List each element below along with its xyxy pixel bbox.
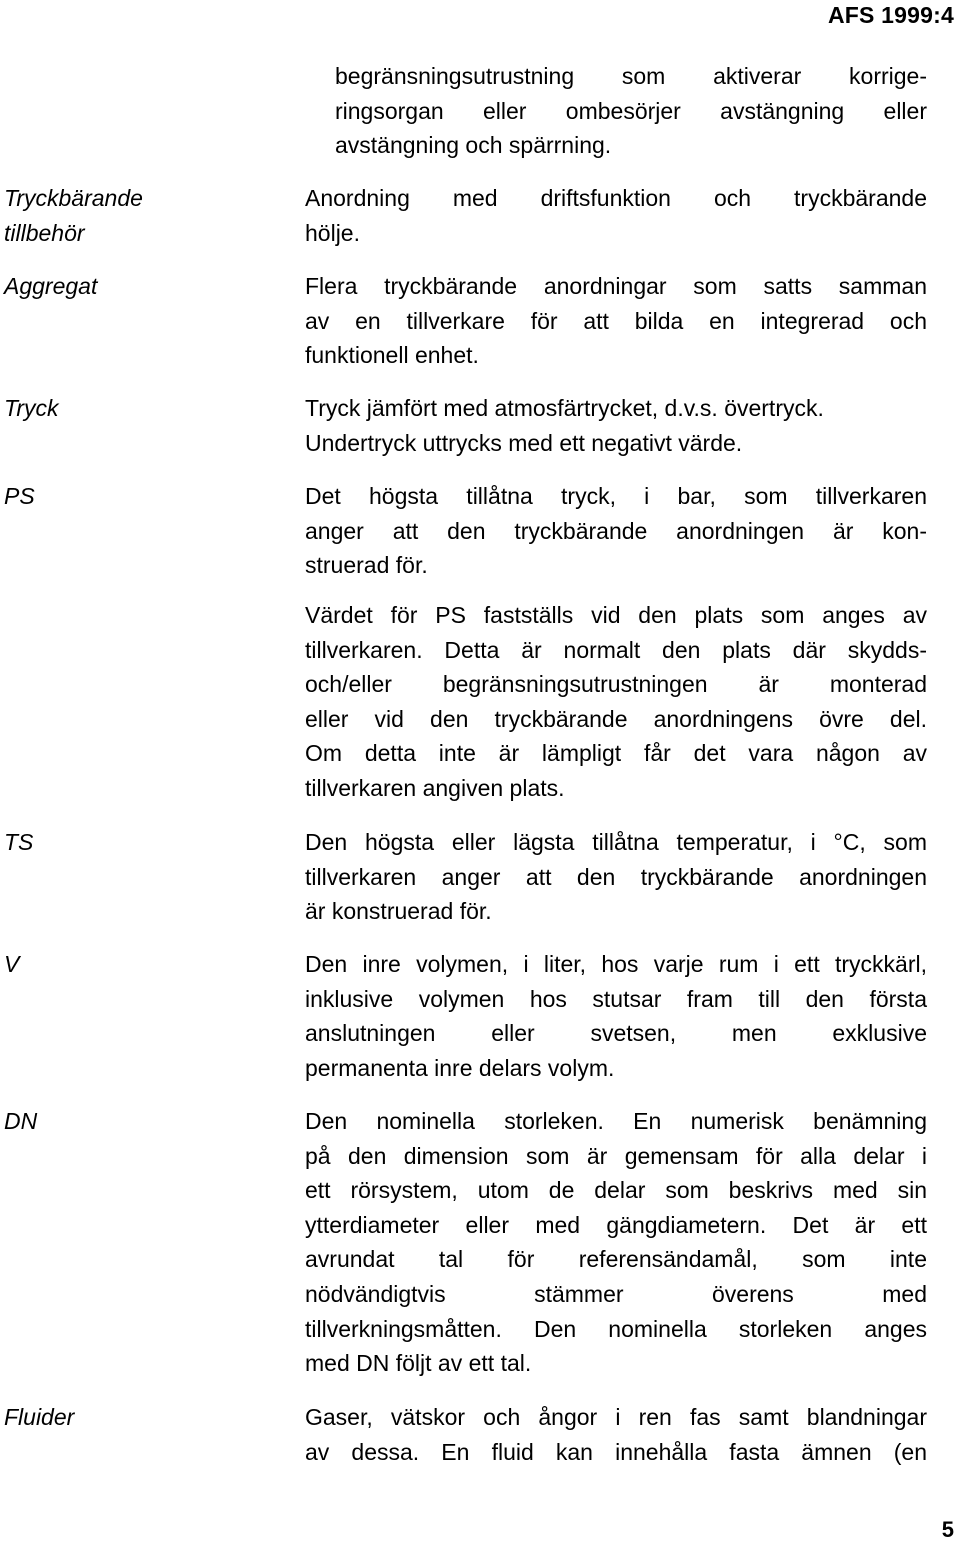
term-aggregat: [4, 269, 184, 304]
term-line: tillbehör: [4, 220, 85, 246]
definition-line: tillverkningsmåtten. Den nominella storleken anges: [305, 1315, 927, 1342]
definition-line: nödvändigtvis stämmer överens med: [305, 1280, 927, 1307]
definition-line: Det högsta tillåtna tryck, i bar, som tillverkaren: [305, 483, 927, 509]
document-id-header: AFS 1999:4: [827, 2, 954, 28]
term-line: DN: [4, 1108, 38, 1134]
definition-line: anslutningen eller svetsen, men exklusive: [305, 1020, 927, 1047]
definition-line: med DN följt av ett tal.: [305, 1350, 532, 1377]
continuation-paragraph: [335, 59, 927, 163]
definition-line: tillverkaren anger att den tryckbärande anordningen: [305, 863, 927, 890]
definition-ps: [305, 479, 927, 583]
definition-line: är konstruerad för.: [305, 898, 492, 925]
definition-aggregat: [305, 269, 927, 373]
definition-line: Flera tryckbärande anordningar som satts samman: [305, 273, 927, 299]
term-dn: [4, 1104, 184, 1139]
definition-line: av en tillverkare för att bilda en integrerad och: [305, 307, 927, 334]
page-number: 5: [941, 1517, 954, 1542]
definition-line: Den högsta eller lägsta tillåtna temperatur, i °C, som: [305, 829, 927, 855]
continuation-line: avstängning och spärrning.: [335, 132, 612, 159]
term-ps: [4, 479, 184, 514]
definition-ts: [305, 825, 927, 929]
definition-line: tillverkaren angiven plats.: [305, 774, 565, 801]
definition-line: hölje.: [305, 219, 360, 246]
definition-line: struerad för.: [305, 552, 428, 579]
continuation-line: begränsningsutrustning som aktiverar korrige-: [335, 63, 927, 89]
definition-line: på den dimension som är gemensam för alla delar i: [305, 1142, 927, 1169]
definition-dn: [305, 1104, 927, 1381]
definition-tryckbarande-tillbehor: [305, 181, 927, 250]
definition-tryck: [305, 391, 927, 460]
definition-line: ytterdiameter eller med gängdiametern. Det är ett: [305, 1211, 927, 1238]
definition-line: Den inre volymen, i liter, hos varje rum i ett tryckkärl,: [305, 951, 927, 977]
definition-line: Värdet för PS fastställs vid den plats som anges av: [305, 602, 927, 628]
term-line: TS: [4, 829, 34, 855]
definition-line: avrundat tal för referensändamål, som inte: [305, 1246, 927, 1273]
definition-line: och/eller begränsningsutrustningen är monterad: [305, 671, 927, 698]
definition-line: Om detta inte är lämpligt får det vara någon av: [305, 740, 927, 767]
term-line: Fluider: [4, 1404, 75, 1430]
definition-fluider: [305, 1400, 927, 1469]
definition-line: eller vid den tryckbärande anordningens övre del.: [305, 705, 927, 732]
definition-v: [305, 947, 927, 1085]
definition-line: inklusive volymen hos stutsar fram till den första: [305, 985, 927, 1012]
term-fluider: [4, 1400, 184, 1435]
definition-line: tillverkaren. Detta är normalt den plats där skydds-: [305, 636, 927, 663]
term-v: [4, 947, 184, 982]
continuation-line: ringsorgan eller ombesörjer avstängning eller: [335, 97, 927, 124]
definition-line: Tryck jämfört med atmosfärtrycket, d.v.s. övertryck.: [305, 395, 824, 421]
term-ts: [4, 825, 184, 860]
definition-ps-note: [305, 598, 927, 806]
term-tryckbarande-tillbehor: [4, 181, 184, 251]
definition-line: Undertryck uttrycks med ett negativt värde.: [305, 429, 743, 456]
definition-line: permanenta inre delars volym.: [305, 1054, 615, 1081]
definition-line: ett rörsystem, utom de delar som beskrivs med sin: [305, 1177, 927, 1204]
definition-line: anger att den tryckbärande anordningen är kon-: [305, 517, 927, 544]
term-line: Aggregat: [4, 273, 98, 299]
term-line: Tryckbärande: [4, 185, 143, 211]
term-tryck: [4, 391, 184, 426]
term-line: Tryck: [4, 395, 59, 421]
definition-line: Anordning med driftsfunktion och tryckbärande: [305, 185, 927, 211]
definition-line: av dessa. En fluid kan innehålla fasta ämnen (en: [305, 1438, 927, 1465]
definition-line: Gaser, vätskor och ångor i ren fas samt blandningar: [305, 1404, 927, 1430]
definition-line: funktionell enhet.: [305, 342, 479, 369]
term-line: PS: [4, 483, 35, 509]
definition-line: Den nominella storleken. En numerisk benämning: [305, 1108, 927, 1134]
term-line: V: [4, 951, 20, 977]
